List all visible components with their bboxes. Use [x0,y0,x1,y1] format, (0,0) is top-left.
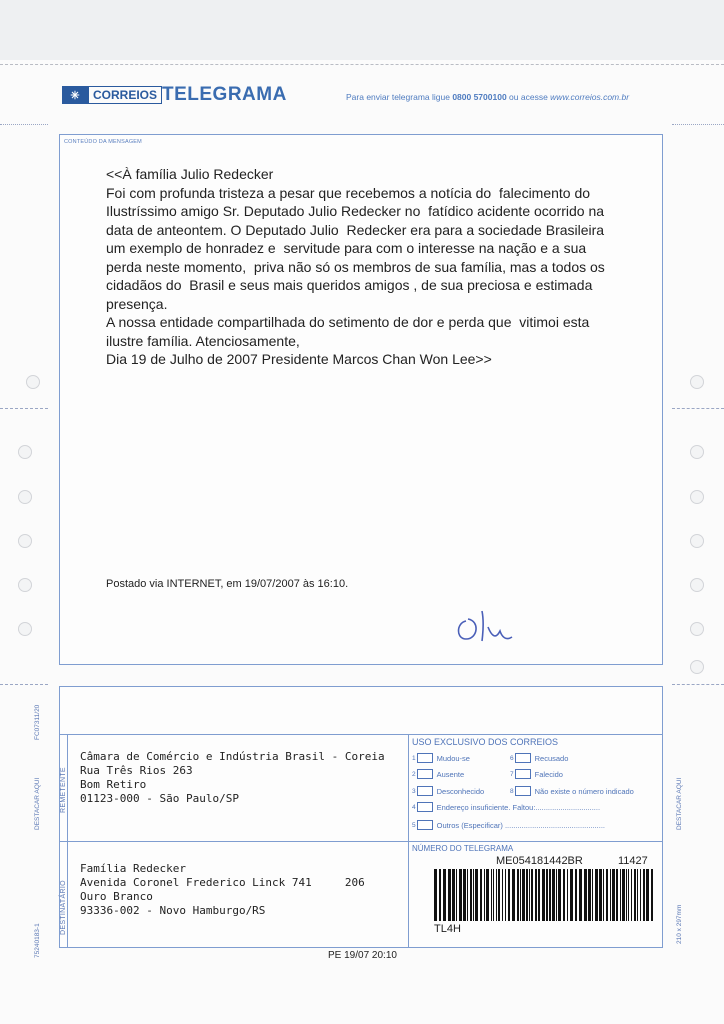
punch-hole [18,534,32,548]
divider [60,734,662,735]
barcode-bar [637,869,638,921]
address-line: Avenida Coronel Frederico Linck 741 206 [80,876,365,889]
option-endereco-insuficiente[interactable] [412,802,600,812]
barcode-bar [552,869,555,921]
barcode-bar [634,869,636,921]
perforation-line [0,124,48,125]
barcode-bar [640,869,641,921]
checkbox[interactable] [417,786,433,796]
punch-hole [690,534,704,548]
barcode-bar [505,869,506,921]
option-desconhecido[interactable] [412,786,484,796]
barcode-bar [529,869,530,921]
option-number: 6 [510,754,514,762]
tracking-number: ME054181442BR [496,855,583,867]
message-line: ilustre família. Atenciosamente, [106,332,300,349]
barcode-bar [584,869,587,921]
barcode-bar [526,869,528,921]
barcode-bar [549,869,551,921]
message-line: presença. [106,295,168,312]
message-line: data de anteontem. O Deputado Julio Redecker era para a sociedade Brasileira [106,221,605,238]
checkbox[interactable] [417,753,433,763]
destacar-right: DESTACAR AQUI [676,777,683,830]
correios-logo [62,86,162,104]
message-line: cidadãos do Brasil e seus mais queridos amigos , de sua preciosa e estimada [106,277,593,293]
punch-hole [690,660,704,674]
top-perforation [0,64,724,66]
posted-note: Postado via INTERNET, em 19/07/2007 às 16:10. [106,578,349,590]
barcode-bar [651,869,653,921]
barcode-bar [579,869,582,921]
secondary-code: 11427 [618,855,648,867]
barcode-bar [575,869,577,921]
barcode-bar [493,869,494,921]
message-line: um exemplo de honradez e servitude para com o interesse na nação e a sua [106,240,587,256]
barcode-bar [646,869,649,921]
message-box [59,134,663,665]
barcode-bar [535,869,537,921]
handwritten-signature [452,601,532,645]
divider [60,841,662,842]
option-number: 1 [412,754,416,762]
destinatario-label: DESTINATÁRIO [60,880,67,935]
note-phone: 0800 5700100 [452,92,507,102]
barcode-bar [612,869,615,921]
address-line: 93336-002 - Novo Hamburgo/RS [80,904,266,917]
address-line: 01123-000 - São Paulo/SP [80,792,239,805]
option-number: 8 [510,787,514,795]
recipient-address [80,862,365,918]
note-middle: ou acesse [506,92,551,102]
checkbox[interactable] [515,786,531,796]
address-line: Família Redecker [80,862,186,875]
barcode-bar [473,869,474,921]
barcode-bar [517,869,519,921]
message-line: perda neste momento, priva não só os membros de sua família, mas a todos os [106,258,605,275]
barcode-bar [434,869,437,921]
barcode-bar [484,869,485,921]
checkbox[interactable] [515,753,531,763]
option-label: Recusado [534,753,569,763]
message-line: Dia 19 de Julho de 2007 Presidente Marcos Chan Won Lee>> [106,351,492,367]
barcode-bar [470,869,472,921]
barcode-bar [570,869,573,921]
message-line: A nossa entidade compartilhada do setimento de dor e perda que vitimoi esta [106,314,590,330]
barcode-bar [448,869,451,921]
punch-hole [18,622,32,636]
address-line: Rua Três Rios 263 [80,764,193,777]
header-note [346,92,629,102]
message-line: Ilustríssimo amigo Sr. Deputado Julio Redecker no fatídico acidente ocorrido na [106,203,605,219]
note-prefix: Para enviar telegrama ligue [346,92,453,102]
perforation-line [672,124,724,125]
option-label: Ausente [436,769,465,779]
note-site: www.correios.com.br [550,92,630,102]
perforation-line [672,408,724,409]
barcode-bar [459,869,462,921]
punch-hole [690,490,704,504]
barcode-bar [588,869,591,921]
barcode-bar [546,869,548,921]
message-line: Foi com profunda tristeza a pesar que recebemos a notícia do falecimento do [106,184,591,201]
barcode-bar [610,869,611,921]
punch-hole [18,490,32,504]
barcode-bar [512,869,515,921]
barcode-bar [498,869,500,921]
barcode-bar [491,869,492,921]
option-mudou-se[interactable] [412,753,470,763]
barcode-bar [467,869,468,921]
barcode-bar [522,869,525,921]
address-line: Bom Retiro [80,778,147,791]
option-number: 7 [510,770,514,778]
perforation-line [0,408,48,409]
form-code-top: FC07311/20 [34,704,41,740]
barcode-bar [595,869,598,921]
barcode-bar [558,869,561,921]
barcode-bar [556,869,557,921]
option-number: 4 [412,803,416,811]
barcode-bar [603,869,604,921]
barcode [432,869,656,921]
barcode-bar [622,869,625,921]
perforation-line [0,684,48,685]
checkbox[interactable] [417,769,433,779]
punch-hole [26,375,40,389]
barcode-bar [443,869,446,921]
barcode-bar [643,869,645,921]
sender-address [80,750,385,806]
option-label: Desconhecido [436,786,485,796]
barcode-bar [542,869,545,921]
barcode-bar [567,869,568,921]
option-label: Não existe o número indicado [534,786,634,796]
checkbox[interactable] [515,769,531,779]
option-falecido[interactable] [510,769,563,779]
message-line: <<À família Julio Redecker [106,166,274,182]
barcode-bar [480,869,482,921]
checkbox[interactable] [417,820,433,830]
punch-hole [18,445,32,459]
option-label: Endereço insuficiente. Faltou:............................... [436,802,601,812]
document-title: TELEGRAMA [162,84,287,105]
option-recusado[interactable] [510,753,568,763]
barcode-bar [592,869,593,921]
address-line: Ouro Branco [80,890,153,903]
correios-use-title: USO EXCLUSIVO DOS CORREIOS [412,737,559,747]
option-label: Outros (Especificar) ................................................ [436,820,605,830]
punch-hole [690,445,704,459]
address-section [59,686,663,948]
destacar-left: DESTACAR AQUI [34,777,41,830]
service-code: TL4H [434,923,461,935]
correios-mark-icon: ✳ [62,86,88,104]
option-label: Falecido [534,769,563,779]
barcode-bar [439,869,441,921]
message-body [106,165,646,369]
barcode-bar [628,869,629,921]
remetente-label: REMETENTE [60,767,67,813]
checkbox[interactable] [417,802,433,812]
postal-stamp: PE 19/07 20:10 [328,950,397,961]
barcode-bar [616,869,618,921]
barcode-bar [538,869,540,921]
divider [67,734,68,947]
barcode-bar [626,869,627,921]
option-nao-existe[interactable] [510,786,634,796]
correios-name: CORREIOS [88,86,162,104]
perforation-line [672,684,724,685]
message-box-label: CONTEÚDO DA MENSAGEM [64,139,142,145]
barcode-bar [620,869,621,921]
barcode-bar [496,869,497,921]
barcode-bar [563,869,565,921]
barcode-bar [520,869,521,921]
option-number: 2 [412,770,416,778]
punch-hole [690,578,704,592]
option-ausente[interactable] [412,769,464,779]
barcode-bar [486,869,489,921]
barcode-bar [475,869,478,921]
option-number: 3 [412,787,416,795]
option-number: 5 [412,821,416,829]
barcode-bar [502,869,503,921]
option-label: Mudou-se [436,753,470,763]
barcode-bar [456,869,457,921]
option-outros[interactable] [412,820,605,830]
telegram-number-title: NÚMERO DO TELEGRAMA [412,844,514,853]
barcode-bar [531,869,533,921]
barcode-bar [631,869,632,921]
barcode-bar [452,869,455,921]
punch-hole [690,622,704,636]
form-code-bottom: 75240183-1 [34,923,41,958]
barcode-bar [599,869,602,921]
barcode-bar [463,869,466,921]
punch-hole [18,578,32,592]
barcode-bar [508,869,510,921]
barcode-bar [606,869,608,921]
punch-hole [690,375,704,389]
divider [408,734,409,947]
address-line: Câmara de Comércio e Indústria Brasil - Coreia [80,750,385,763]
paper-size: 210 x 297mm [676,904,683,944]
